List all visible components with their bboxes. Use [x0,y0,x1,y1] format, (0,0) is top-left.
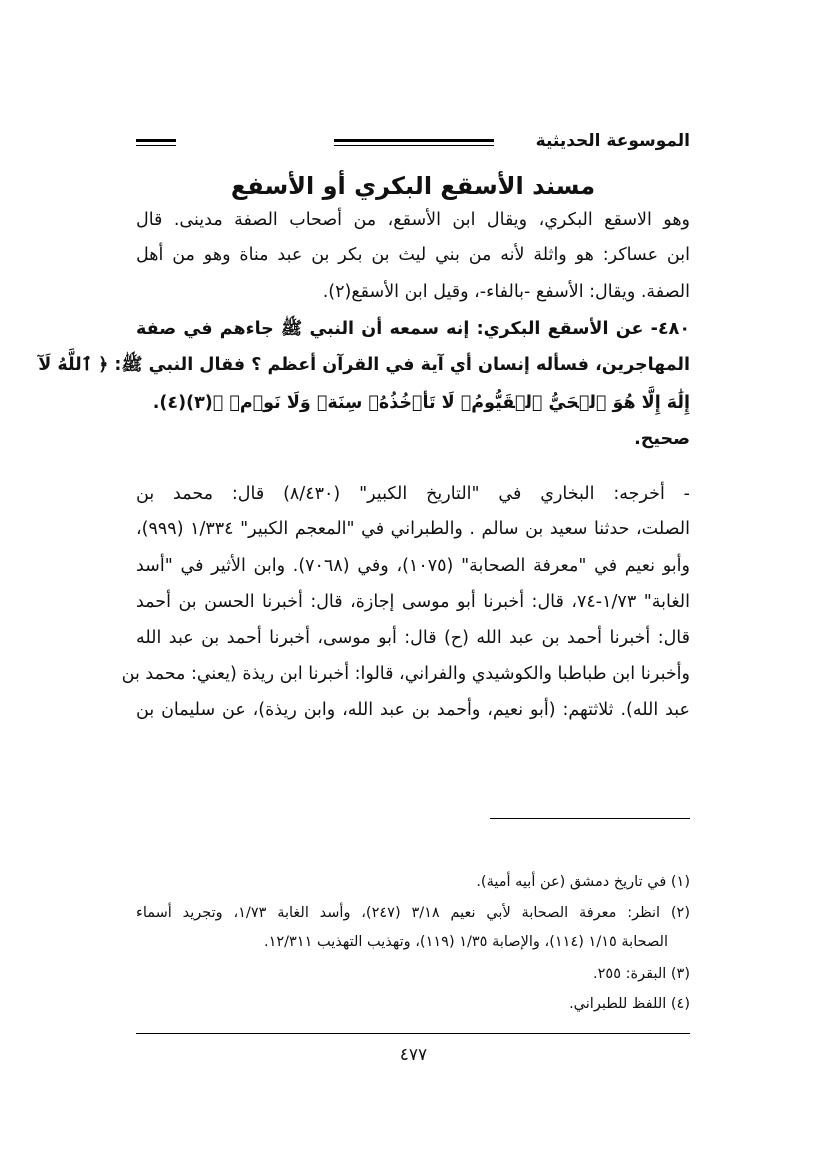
hadith-grade: صحيح. [634,429,690,449]
header-rule-short-thin [136,145,176,146]
intro-line: وهو الاسقع البكري، ويقال ابن الأسقع، من أصحاب الصفة مدينى. قال [136,210,690,230]
takhrij-line: وأخبرنا ابن طباطبا والكوشيدي والفراني، قالوا: أخبرنا ابن ريذة (يعني: محمد بن [121,664,690,684]
footnote-separator [490,818,690,819]
takhrij-line: الصلت، حدثنا سعيد بن سالم . والطبراني في "المعجم الكبير" ١/٣٣٤ (٩٩٩)، [136,519,690,539]
hadith-line: المهاجرين، فسأله إنسان أي آية في القرآن أعظم ؟ فقال النبي ﷺ: ﴿ ٱللَّهُ لَآ [38,355,690,375]
intro-line: الصفة. ويقال: الأسفع -بالفاء-، وقيل ابن الأسقع(٢). [322,282,690,302]
footnote-continuation: الصحابة ١/١٥ (١١٤)، والإصابة ١/٣٥ (١١٩)، وتهذيب التهذيب ١٢/٣١١. [263,934,668,950]
takhrij-line: قال: أخبرنا أحمد بن عبد الله (ح) قال: أبو موسى، أخبرنا أحمد بن عبد الله [136,628,690,648]
takhrij-line: الغابة" ١/٧٣-٧٤، قال: أخبرنا أبو موسى إجازة، قال: أخبرنا الحسن بن أحمد [136,592,690,612]
header-title: الموسوعة الحديثية [535,131,690,151]
footnote-item: (٣) البقرة: ٢٥٥. [593,966,690,982]
footnote-item: (٢) انظر: معرفة الصحابة لأبي نعيم ٣/١٨ (٢٤٧)، وأسد الغابة ١/٧٣، وتجريد أسماء [136,905,690,921]
header-rule-thick [334,139,494,142]
footnote-item: (١) في تاريخ دمشق (عن أبيه أمية). [476,874,690,890]
header-rule-thin [334,145,494,146]
page-number: ٤٧٧ [399,1045,428,1065]
footnote-item: (٤) اللفظ للطبراني. [569,996,690,1012]
hadith-quran-line: إِلَٰهَ إِلَّا هُوَ ٱلۡحَيُّ ٱلۡقَيُّومُۚ لَا تَأۡخُذُهُۥ سِنَةٞ وَلَا نَوۡمٞ ﴾(٣)(٤). [152,393,690,413]
running-header [136,129,690,155]
takhrij-line: عبد الله). ثلاثتهم: (أبو نعيم، وأحمد بن عبد الله، وابن ريذة)، عن سليمان بن [136,700,690,720]
section-title: مسند الأسقع البكري أو الأسفع [230,172,596,200]
takhrij-line: - أخرجه: البخاري في "التاريخ الكبير" (٨/٤٣٠) قال: محمد بن [136,484,690,504]
header-rule-short-thick [136,139,176,142]
bottom-rule [136,1033,690,1034]
takhrij-line: وأبو نعيم في "معرفة الصحابة" (١٠٧٥)، وفي (٧٠٦٨). وابن الأثير في "أسد [136,556,690,576]
intro-line: ابن عساكر: هو واثلة لأنه من بني ليث بن بكر بن عبد مناة وهو من أهل [136,245,690,265]
hadith-line: ٤٨٠- عن الأسقع البكري: إنه سمعه أن النبي ﷺ جاءهم في صفة [136,319,690,339]
